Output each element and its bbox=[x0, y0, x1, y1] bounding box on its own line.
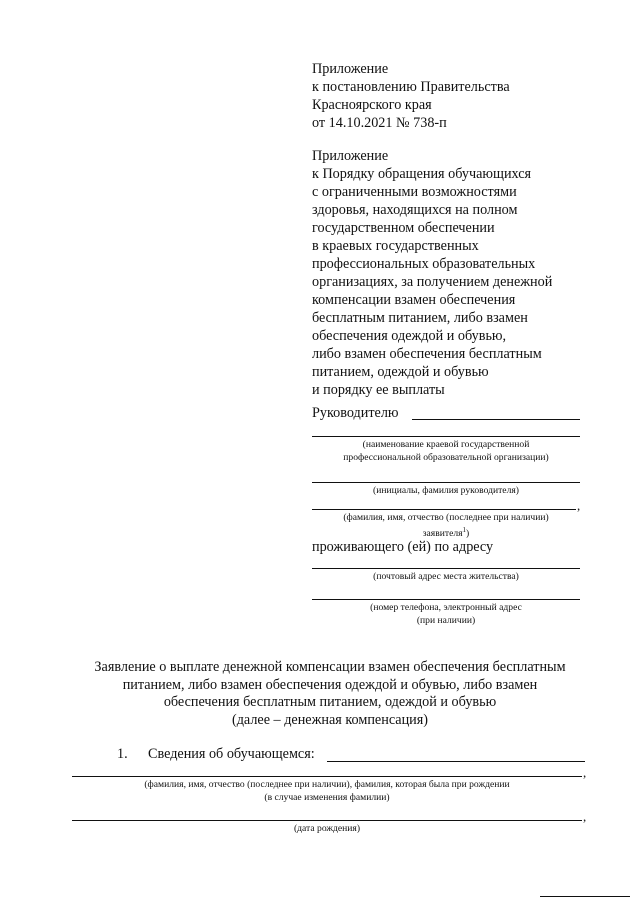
appendix-2-line: профессиональных образовательных bbox=[312, 256, 536, 272]
org-caption: (наименование краевой государственной bbox=[362, 439, 530, 450]
appendix-1-line: к постановлению Правительства bbox=[312, 79, 510, 95]
title-line: питанием, либо взамен обеспечения одеждой и обувью, либо взамен bbox=[122, 676, 538, 693]
appendix-2-line: Приложение bbox=[312, 148, 389, 164]
footnote-separator bbox=[540, 896, 630, 897]
head-name-fill-line[interactable] bbox=[312, 482, 580, 483]
student-fio-fill-line[interactable] bbox=[72, 776, 582, 777]
footnote-marker: 1 bbox=[462, 526, 467, 534]
appendix-2-line: компенсации взамен обеспечения bbox=[312, 292, 516, 308]
appendix-2-line: в краевых государственных bbox=[312, 238, 479, 254]
contact-fill-line[interactable] bbox=[312, 599, 580, 600]
to-label: Руководителю bbox=[312, 405, 399, 421]
student-info-fill-line[interactable] bbox=[327, 761, 585, 762]
title-line: (далее – денежная компенсация) bbox=[231, 711, 429, 728]
appendix-2-line: к Порядку обращения обучающихся bbox=[312, 166, 532, 182]
section-number: 1. bbox=[117, 746, 128, 762]
director-fill-line[interactable] bbox=[412, 419, 580, 420]
residing-label: проживающего (ей) по адресу bbox=[312, 539, 494, 555]
address-fill-line[interactable] bbox=[312, 568, 580, 569]
contact-caption: (номер телефона, электронный адрес bbox=[370, 602, 522, 613]
birth-date-fill-line[interactable] bbox=[72, 820, 582, 821]
birth-caption: (дата рождения) bbox=[293, 823, 361, 834]
org-name-fill-line[interactable] bbox=[312, 436, 580, 437]
applicant-caption-2: заявителя$^1$) bbox=[422, 526, 470, 540]
appendix-2-line: обеспечения одеждой и обувью, bbox=[312, 328, 507, 344]
applicant-comma: , bbox=[577, 498, 581, 513]
appendix-1-line: Красноярского края bbox=[312, 97, 432, 113]
appendix-2-line: с ограниченными возможностями bbox=[312, 184, 517, 200]
title-line: обеспечения бесплатным питанием, одеждой и обувью bbox=[163, 694, 497, 710]
appendix-2-line: и порядку ее выплаты bbox=[312, 382, 445, 398]
section-label: Сведения об обучающемся: bbox=[148, 746, 315, 762]
org-caption: профессиональной образовательной организации) bbox=[343, 452, 549, 463]
fio-comma: , bbox=[583, 765, 587, 780]
contact-caption: (при наличии) bbox=[416, 615, 476, 626]
birth-comma: , bbox=[583, 809, 587, 824]
appendix-2-line: либо взамен обеспечения бесплатным bbox=[312, 346, 542, 362]
applicant-caption: (фамилия, имя, отчество (последнее при наличии) bbox=[343, 512, 549, 523]
appendix-2-line: бесплатным питанием, либо взамен bbox=[312, 310, 528, 326]
title-line: Заявление о выплате денежной компенсации взамен обеспечения бесплатным bbox=[94, 659, 566, 675]
appendix-1-line: Приложение bbox=[312, 61, 389, 77]
fio-caption: (в случае изменения фамилии) bbox=[264, 792, 390, 803]
document-title bbox=[60, 659, 600, 729]
fio-caption: (фамилия, имя, отчество (последнее при наличии), фамилия, которая была при рождении bbox=[144, 779, 510, 790]
head-caption: (инициалы, фамилия руководителя) bbox=[373, 485, 519, 496]
applicant-fill-line[interactable] bbox=[312, 509, 576, 510]
appendix-2-line: питанием, одеждой и обувью bbox=[312, 364, 489, 380]
appendix-2-line: государственном обеспечении bbox=[312, 220, 495, 236]
appendix-2-line: организациях, за получением денежной bbox=[312, 274, 553, 290]
appendix-2-line: здоровья, находящихся на полном bbox=[312, 202, 518, 218]
appendix-1-line: от 14.10.2021 № 738-п bbox=[312, 115, 447, 131]
address-caption: (почтовый адрес места жительства) bbox=[373, 571, 519, 582]
